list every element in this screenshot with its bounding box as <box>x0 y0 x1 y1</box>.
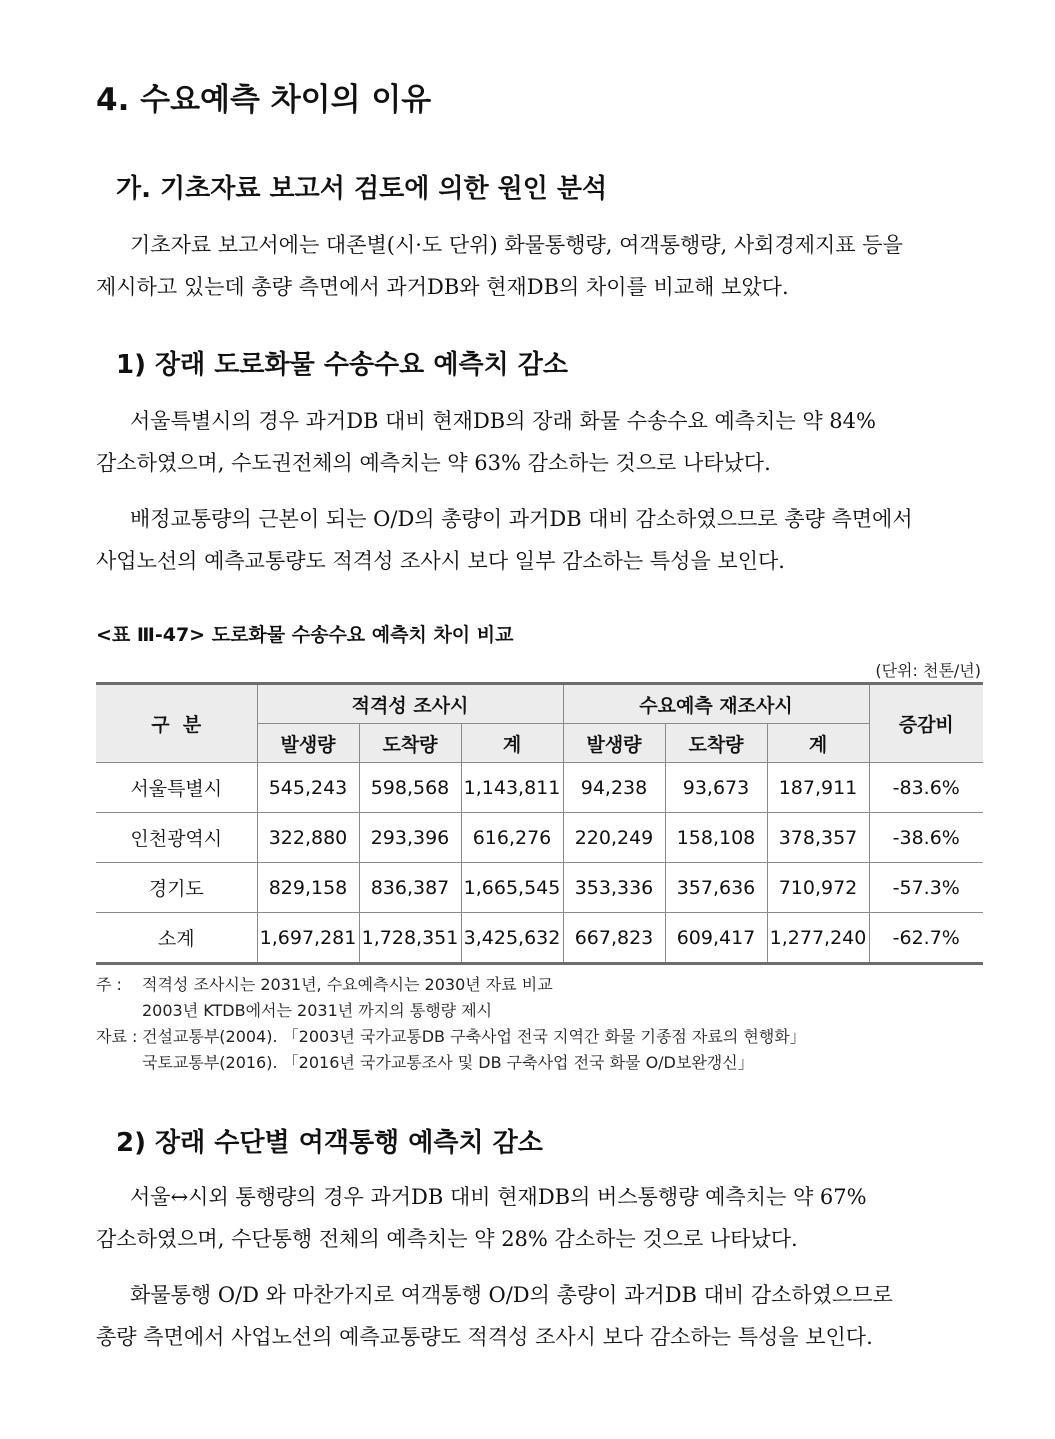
table-cell: 353,336 <box>563 863 665 913</box>
section-heading: 4. 수요예측 차이의 이유 <box>96 82 432 118</box>
header-group-reexamination: 수요예측 재조사시 <box>563 684 869 724</box>
header-group-feasibility: 적격성 조사시 <box>257 684 563 724</box>
paragraph-line: 기초자료 보고서에는 대존별(시·도 단위) 화물통행량, 여객통행량, 사회경제지표 등을 <box>130 233 903 257</box>
table-cell: -83.6% <box>869 763 983 813</box>
table-cell: 836,387 <box>359 863 461 913</box>
note-line: 2003년 KTDB에서는 2031년 까지의 통행량 제시 <box>142 1001 493 1020</box>
table-cell: -62.7% <box>869 913 983 964</box>
table-cell: 357,636 <box>665 863 767 913</box>
note-label: 주 : <box>96 975 122 994</box>
cell-region: 경기도 <box>96 863 257 913</box>
table-cell: 829,158 <box>257 863 359 913</box>
subsection-heading-ga: 가. 기초자료 보고서 검토에 의한 원인 분석 <box>116 174 608 204</box>
table-unit: (단위: 천톤/년) <box>875 661 981 680</box>
table-row <box>96 863 983 913</box>
table-cell: 293,396 <box>359 813 461 863</box>
paragraph-line: 총량 측면에서 사업노선의 예측교통량도 적격성 조사시 보다 감소하는 특성을 보인다. <box>96 1325 873 1349</box>
cell-region: 소계 <box>96 913 257 964</box>
paragraph-line: 배정교통량의 근본이 되는 O/D의 총량이 과거DB 대비 감소하였으므로 총량 측면에서 <box>130 507 913 531</box>
table-row-subtotal <box>96 913 983 964</box>
table-cell: 710,972 <box>767 863 869 913</box>
table-cell: 1,277,240 <box>767 913 869 964</box>
header-total: 계 <box>461 724 563 763</box>
table-cell: 1,143,811 <box>461 763 563 813</box>
table-cell: 1,697,281 <box>257 913 359 964</box>
paragraph-line: 화물통행 O/D 와 마찬가지로 여객통행 O/D의 총량이 과거DB 대비 감소하였으므로 <box>130 1283 893 1307</box>
header-change-ratio: 증감비 <box>869 684 983 763</box>
table-cell: 616,276 <box>461 813 563 863</box>
paragraph-line: 감소하였으며, 수도권전체의 예측치는 약 63% 감소하는 것으로 나타났다. <box>96 451 771 475</box>
table-cell: 94,238 <box>563 763 665 813</box>
table-cell: 322,880 <box>257 813 359 863</box>
paragraph-passenger-1 <box>96 1176 981 1260</box>
table-cell: 220,249 <box>563 813 665 863</box>
table-row <box>96 813 983 863</box>
freight-comparison-table <box>96 682 983 965</box>
subsection-heading-1: 1) 장래 도로화물 수송수요 예측치 감소 <box>116 350 568 380</box>
header-attraction: 도착량 <box>359 724 461 763</box>
table-notes <box>96 972 806 1076</box>
table-cell: 93,673 <box>665 763 767 813</box>
cell-region: 인천광역시 <box>96 813 257 863</box>
paragraph-intro <box>96 224 981 308</box>
paragraph-line: 서울↔시외 통행량의 경우 과거DB 대비 현재DB의 버스통행량 예측치는 약 67% <box>130 1185 867 1209</box>
table-cell: 609,417 <box>665 913 767 964</box>
table-cell: -38.6% <box>869 813 983 863</box>
header-generation: 발생량 <box>257 724 359 763</box>
table-cell: 3,425,632 <box>461 913 563 964</box>
table-cell: 598,568 <box>359 763 461 813</box>
source-label: 자료 : <box>96 1027 138 1046</box>
table-row <box>96 763 983 813</box>
source-line: 자료 : 건설교통부(2004). 「2003년 국가교통DB 구축사업 전국 지역간 화물 기종점 자료의 현행화」 <box>96 1024 806 1050</box>
paragraph-passenger-2 <box>96 1274 981 1358</box>
paragraph-line: 제시하고 있는데 총량 측면에서 과거DB와 현재DB의 차이를 비교해 보았다. <box>96 275 789 299</box>
paragraph-line: 서울특별시의 경우 과거DB 대비 현재DB의 장래 화물 수송수요 예측치는 약 84% <box>130 409 876 433</box>
header-category: 구 분 <box>96 684 257 763</box>
paragraph-freight-1 <box>96 400 981 484</box>
table-cell: 187,911 <box>767 763 869 813</box>
table-cell: 378,357 <box>767 813 869 863</box>
table-cell: 158,108 <box>665 813 767 863</box>
subsection-heading-2: 2) 장래 수단별 여객통행 예측치 감소 <box>116 1128 543 1158</box>
header-attraction: 도착량 <box>665 724 767 763</box>
header-total: 계 <box>767 724 869 763</box>
table-cell: 1,665,545 <box>461 863 563 913</box>
table-cell: 1,728,351 <box>359 913 461 964</box>
cell-region: 서울특별시 <box>96 763 257 813</box>
paragraph-freight-2 <box>96 498 981 582</box>
paragraph-line: 사업노선의 예측교통량도 적격성 조사시 보다 일부 감소하는 특성을 보인다. <box>96 549 785 573</box>
source-line: 국토교통부(2016). 「2016년 국가교통조사 및 DB 구축사업 전국 화물 O/D보완갱신」 <box>142 1053 754 1072</box>
table-cell: 667,823 <box>563 913 665 964</box>
note-line: 주 : 적격성 조사시는 2031년, 수요예측시는 2030년 자료 비교 <box>96 972 806 998</box>
table-caption: <표 Ⅲ-47> 도로화물 수송수요 예측치 차이 비교 <box>96 624 514 646</box>
table-cell: 545,243 <box>257 763 359 813</box>
paragraph-line: 감소하였으며, 수단통행 전체의 예측치는 약 28% 감소하는 것으로 나타났다. <box>96 1227 798 1251</box>
table-header-row <box>96 684 983 724</box>
table-cell: -57.3% <box>869 863 983 913</box>
header-generation: 발생량 <box>563 724 665 763</box>
